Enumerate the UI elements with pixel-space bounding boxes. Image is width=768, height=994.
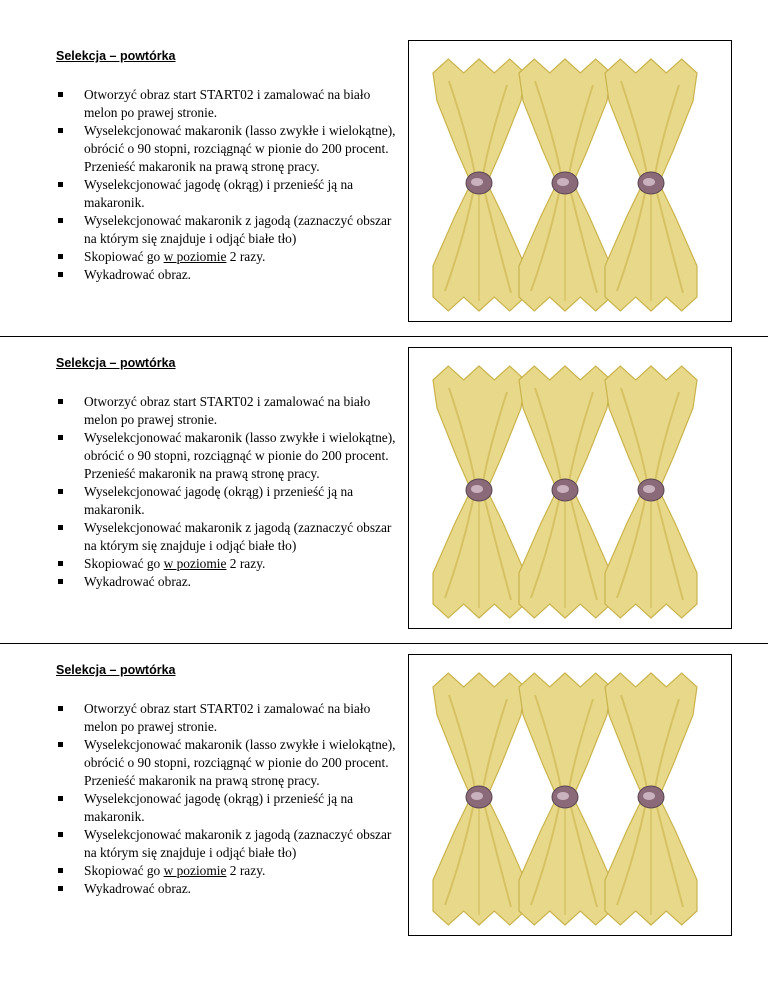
square-bullet-icon	[58, 561, 63, 566]
square-bullet-icon	[58, 579, 63, 584]
instruction-item	[56, 86, 396, 122]
instruction-item	[56, 880, 396, 898]
square-bullet-icon	[58, 254, 63, 259]
instruction-text-underlined: w poziomie	[163, 249, 227, 264]
square-bullet-icon	[58, 868, 63, 873]
square-bullet-icon	[58, 832, 63, 837]
pasta-bow	[433, 366, 525, 618]
square-bullet-icon	[58, 706, 63, 711]
instruction-text-underlined: w poziomie	[163, 556, 227, 571]
square-bullet-icon	[58, 182, 63, 187]
section-title: Selekcja – powtórka	[56, 356, 176, 370]
instruction-text: Wyselekcjonować makaronik (lasso zwykłe i wielokątne), obrócić o 90 stopni, rozciągnąć w pionie do 200 procent. Przenieść makaronik na prawą stronę pracy.	[84, 430, 396, 481]
berry	[552, 479, 578, 501]
exercise-section	[0, 654, 768, 960]
instruction-item	[56, 862, 396, 880]
instruction-text: Wykadrować obraz.	[84, 881, 192, 896]
section-title: Selekcja – powtórka	[56, 663, 176, 677]
pasta-image-frame	[408, 654, 732, 936]
pasta-bow	[605, 673, 697, 925]
instruction-text-after: 2 razy.	[226, 556, 266, 571]
berry	[638, 172, 664, 194]
square-bullet-icon	[58, 272, 63, 277]
square-bullet-icon	[58, 218, 63, 223]
square-bullet-icon	[58, 435, 63, 440]
instruction-text: Wyselekcjonować jagodę (okrąg) i przenieść ją na makaronik.	[84, 791, 354, 824]
instruction-text-before: Skopiować go	[84, 863, 164, 878]
instruction-text: Wyselekcjonować makaronik (lasso zwykłe i wielokątne), obrócić o 90 stopni, rozciągnąć w pionie do 200 procent. Przenieść makaronik na prawą stronę pracy.	[84, 737, 396, 788]
instruction-text-after: 2 razy.	[226, 863, 266, 878]
instruction-item	[56, 393, 396, 429]
pasta-image-frame	[408, 347, 732, 629]
square-bullet-icon	[58, 128, 63, 133]
square-bullet-icon	[58, 489, 63, 494]
berry	[466, 786, 492, 808]
instruction-text: Otworzyć obraz start START02 i zamalować na biało melon po prawej stronie.	[84, 394, 371, 427]
instruction-text: Wyselekcjonować jagodę (okrąg) i przenieść ją na makaronik.	[84, 484, 354, 517]
berry	[638, 786, 664, 808]
pasta-bow	[519, 673, 611, 925]
berry	[466, 172, 492, 194]
instruction-item	[56, 122, 396, 176]
square-bullet-icon	[58, 796, 63, 801]
exercise-section	[0, 40, 768, 346]
pasta-bow	[519, 59, 611, 311]
instruction-item	[56, 790, 396, 826]
pasta-bow	[605, 59, 697, 311]
pasta-image-frame	[408, 40, 732, 322]
cut-line-divider	[0, 643, 768, 644]
exercise-section	[0, 347, 768, 653]
pasta-bow	[519, 366, 611, 618]
instruction-text-before: Skopiować go	[84, 556, 164, 571]
instruction-text: Wyselekcjonować makaronik z jagodą (zaznaczyć obszar na którym się znajduje i odjąć białe tło)	[84, 520, 392, 553]
instruction-item	[56, 826, 396, 862]
instruction-list	[56, 393, 396, 591]
instruction-list	[56, 86, 396, 284]
instruction-item	[56, 519, 396, 555]
pasta-bow	[433, 59, 525, 311]
instruction-item	[56, 700, 396, 736]
instruction-text: Wyselekcjonować makaronik z jagodą (zaznaczyć obszar na którym się znajduje i odjąć białe tło)	[84, 213, 392, 246]
berry	[638, 479, 664, 501]
instruction-item	[56, 266, 396, 284]
instruction-text-after: 2 razy.	[226, 249, 266, 264]
instruction-item	[56, 176, 396, 212]
instruction-text: Wyselekcjonować makaronik z jagodą (zaznaczyć obszar na którym się znajduje i odjąć białe tło)	[84, 827, 392, 860]
instruction-text: Wyselekcjonować makaronik (lasso zwykłe i wielokątne), obrócić o 90 stopni, rozciągnąć w pionie do 200 procent. Przenieść makaronik na prawą stronę pracy.	[84, 123, 396, 174]
instruction-text: Wyselekcjonować jagodę (okrąg) i przenieść ją na makaronik.	[84, 177, 354, 210]
berry	[552, 172, 578, 194]
instruction-text: Wykadrować obraz.	[84, 574, 192, 589]
square-bullet-icon	[58, 92, 63, 97]
pasta-bow	[605, 366, 697, 618]
instruction-item	[56, 736, 396, 790]
square-bullet-icon	[58, 886, 63, 891]
instruction-item	[56, 429, 396, 483]
section-title: Selekcja – powtórka	[56, 49, 176, 63]
square-bullet-icon	[58, 525, 63, 530]
instruction-item	[56, 248, 396, 266]
berry	[552, 786, 578, 808]
square-bullet-icon	[58, 399, 63, 404]
instruction-text: Otworzyć obraz start START02 i zamalować na biało melon po prawej stronie.	[84, 87, 371, 120]
berry	[466, 479, 492, 501]
cut-line-divider	[0, 336, 768, 337]
instruction-item	[56, 555, 396, 573]
instruction-item	[56, 483, 396, 519]
instruction-text-underlined: w poziomie	[163, 863, 227, 878]
instruction-text: Otworzyć obraz start START02 i zamalować na biało melon po prawej stronie.	[84, 701, 371, 734]
instruction-item	[56, 212, 396, 248]
instruction-text: Wykadrować obraz.	[84, 267, 192, 282]
pasta-bow	[433, 673, 525, 925]
instruction-list	[56, 700, 396, 898]
instruction-text-before: Skopiować go	[84, 249, 164, 264]
square-bullet-icon	[58, 742, 63, 747]
instruction-item	[56, 573, 396, 591]
